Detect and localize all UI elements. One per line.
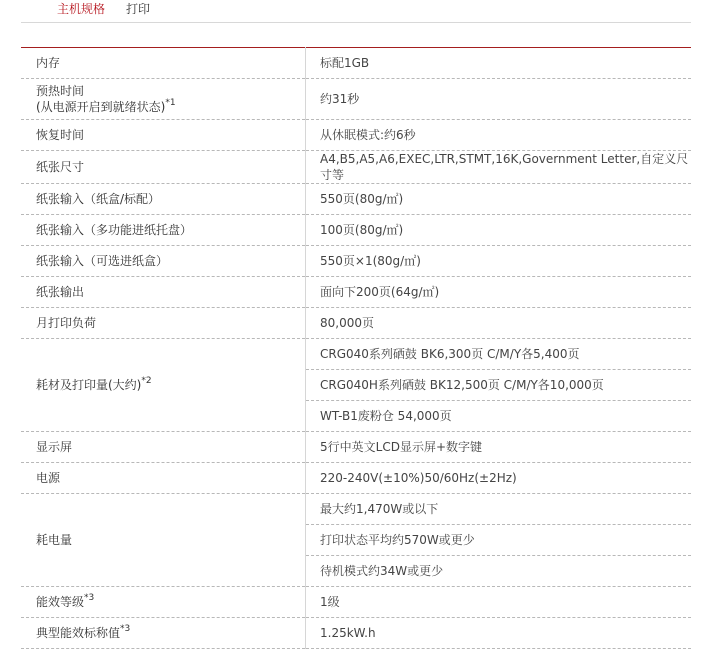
table-row [21, 618, 691, 649]
spec-label-input-optional: 纸张输入（可选进纸盒） [21, 246, 306, 277]
spec-value-consumables-2: CRG040H系列硒鼓 BK12,500页 C/M/Y各10,000页 [306, 370, 692, 401]
spec-value-consumables-3: WT-B1废粉仓 54,000页 [306, 401, 692, 432]
spec-value-input-mp: 100页(80g/㎡) [306, 215, 692, 246]
spec-value-display: 5行中英文LCD显示屏+数字键 [306, 432, 692, 463]
table-row [21, 277, 691, 308]
spec-value-consumption-1: 最大约1,470W或以下 [306, 494, 692, 525]
table-row [21, 215, 691, 246]
spec-value-consumption-3: 待机模式约34W或更少 [306, 556, 692, 587]
spec-label-power: 电源 [21, 463, 306, 494]
spec-label-paper-size: 纸张尺寸 [21, 151, 306, 184]
spec-value-power: 220-240V(±10%)50/60Hz(±2Hz) [306, 463, 692, 494]
spec-value-duty: 80,000页 [306, 308, 692, 339]
footnote-marker: *3 [120, 624, 131, 634]
table-row [21, 48, 691, 79]
spec-value-input-optional: 550页×1(80g/㎡) [306, 246, 692, 277]
spec-label-energy-grade-text: 能效等级 [36, 595, 85, 609]
spec-label-tec [21, 618, 306, 649]
tab-print[interactable]: 打印 [126, 2, 151, 16]
spec-label-consumables [21, 339, 306, 432]
spec-value-output: 面向下200页(64g/㎡) [306, 277, 692, 308]
footnote-marker: *2 [141, 376, 152, 386]
footnote-marker: *3 [84, 593, 95, 603]
table-row [21, 463, 691, 494]
tab-bar [21, 0, 691, 23]
spec-value-consumables-1: CRG040系列硒鼓 BK6,300页 C/M/Y各5,400页 [306, 339, 692, 370]
table-row [21, 120, 691, 151]
table-row [21, 432, 691, 463]
spec-value-paper-size: A4,B5,A5,A6,EXEC,LTR,STMT,16K,Government Letter,自定义尺寸等 [306, 151, 692, 184]
spec-label-warmup-line2: (从电源开启到就绪状态) [36, 100, 166, 114]
table-row [21, 246, 691, 277]
spec-label-output: 纸张输出 [21, 277, 306, 308]
spec-value-tec: 1.25kW.h [306, 618, 692, 649]
table-row [21, 587, 691, 618]
table-row [21, 494, 691, 525]
table-row [21, 308, 691, 339]
tab-main-specs[interactable]: 主机规格 [57, 2, 106, 16]
spec-label-input-cassette: 纸张输入（纸盒/标配） [21, 184, 306, 215]
spec-value-warmup: 约31秒 [306, 79, 692, 120]
spec-label-warmup [21, 79, 306, 120]
spec-value-recovery: 从休眠模式:约6秒 [306, 120, 692, 151]
spec-label-warmup-line2-wrap [36, 99, 305, 115]
spec-label-consumption: 耗电量 [21, 494, 306, 587]
spec-value-energy-grade: 1级 [306, 587, 692, 618]
spec-label-duty: 月打印负荷 [21, 308, 306, 339]
spec-label-consumables-text: 耗材及打印量(大约) [36, 378, 142, 392]
spec-table [21, 47, 691, 649]
table-row [21, 151, 691, 184]
footnote-marker: *1 [165, 98, 176, 108]
table-row [21, 79, 691, 120]
spec-label-display: 显示屏 [21, 432, 306, 463]
spec-label-recovery: 恢复时间 [21, 120, 306, 151]
spec-label-warmup-line1: 预热时间 [36, 84, 85, 98]
spec-value-consumption-2: 打印状态平均约570W或更少 [306, 525, 692, 556]
table-row [21, 339, 691, 370]
spec-label-input-mp: 纸张输入（多功能进纸托盘） [21, 215, 306, 246]
spec-value-input-cassette: 550页(80g/㎡) [306, 184, 692, 215]
spec-value-memory: 标配1GB [306, 48, 692, 79]
table-row [21, 184, 691, 215]
spec-label-tec-text: 典型能效标称值 [36, 626, 121, 640]
spec-label-memory: 内存 [21, 48, 306, 79]
spec-label-energy-grade [21, 587, 306, 618]
